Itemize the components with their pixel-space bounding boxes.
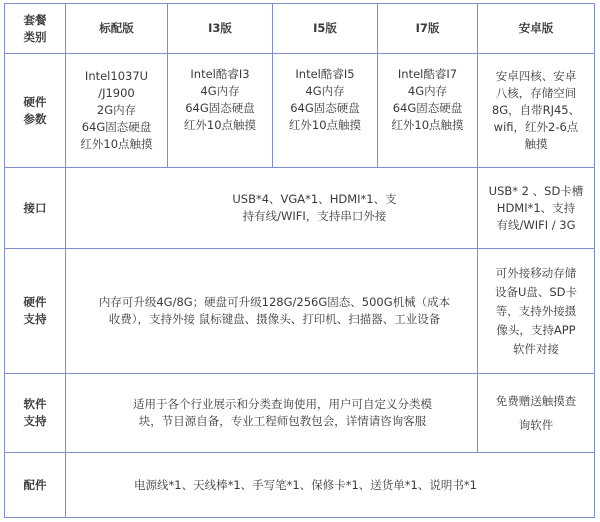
spec-line: 电源线*1、天线棒*1、手写笔*1、保修卡*1、送货单*1、说明书*1 — [134, 477, 477, 492]
spec-line: 红外10点触摸 — [391, 118, 464, 132]
spec-line: 询软件 — [518, 418, 554, 432]
spec-line: wifi，红外2-6点 — [493, 120, 579, 134]
row-label-line: 软件 — [23, 397, 47, 411]
spec-line: 八核，存储空间 — [495, 86, 577, 100]
cell-windows-hardware-support — [66, 249, 478, 374]
spec-line: 收费），支持外接 鼠标键盘、摄像头、打印机、扫描器、工业设备 — [108, 312, 441, 326]
cell-i3-hardware — [168, 54, 273, 168]
corner-header-package-type — [5, 4, 66, 54]
cell-accessories — [66, 453, 595, 518]
spec-line: USB* 2 、SD卡槽 — [488, 183, 584, 198]
spec-line: 设备U盘、SD卡 — [494, 284, 578, 299]
spec-line: /J1900 — [98, 86, 135, 100]
row-label-line: 支持 — [23, 414, 47, 428]
cell-windows-interfaces — [66, 168, 478, 249]
spec-line: 内存可升级4G/8G；硬盘可升级128G/256G固态、500G机械（成本 — [98, 295, 451, 309]
spec-line: HDMI*1、支持 — [496, 200, 576, 215]
spec-line: 块，节目源自备，专业工程师包教包会，详情请咨询客服 — [138, 414, 427, 428]
row-hardware-params — [5, 54, 595, 168]
row-label-line: 参数 — [23, 111, 47, 126]
spec-line: 像头，支持APP — [496, 322, 576, 337]
row-hardware-support — [5, 249, 595, 374]
spec-line: 红外10点触摸 — [288, 118, 362, 132]
cell-android-software-support — [478, 374, 595, 453]
column-header-i3: I3版 — [168, 4, 273, 54]
column-header-i7: I7版 — [378, 4, 478, 54]
spec-line: 2G内存 — [96, 103, 137, 117]
spec-line: Intel酷睿I7 — [397, 67, 458, 81]
row-header-interfaces — [5, 168, 66, 249]
column-header-android: 安卓版 — [478, 4, 595, 54]
spec-line: 64G固态硬盘 — [290, 101, 360, 115]
header-row — [5, 4, 595, 54]
cell-android-hardware — [478, 54, 595, 168]
cell-i7-hardware — [378, 54, 478, 168]
column-header-i5: I5版 — [273, 4, 378, 54]
spec-line: Intel酷睿I5 — [295, 67, 355, 81]
spec-line: 4G内存 — [200, 84, 240, 98]
row-label-line: 接口 — [23, 200, 47, 215]
row-label-line: 配件 — [23, 477, 47, 492]
row-header-software-support — [5, 374, 66, 453]
cell-android-interfaces — [478, 168, 595, 249]
row-header-hardware-params — [5, 54, 66, 168]
column-header-standard: 标配版 — [66, 4, 168, 54]
row-label-line: 硬件 — [23, 94, 47, 109]
row-interfaces — [5, 168, 595, 249]
spec-line: 8G，自带RJ45、 — [491, 103, 581, 117]
spec-line: Intel酷睿I3 — [190, 67, 250, 81]
row-header-accessories — [5, 453, 66, 518]
row-label-line: 支持 — [23, 312, 47, 326]
spec-line: 64G固态硬盘 — [392, 101, 463, 115]
cell-android-hardware-support — [478, 249, 595, 374]
spec-line: 红外10点触摸 — [80, 137, 153, 151]
spec-line: 持有线/WIFI，支持串口外接 — [242, 209, 387, 223]
spec-line: 64G固态硬盘 — [185, 101, 255, 115]
spec-line: 软件对接 — [513, 341, 559, 356]
spec-line: 64G固态硬盘 — [81, 120, 152, 134]
spec-line: 可外接移动存储 — [495, 265, 577, 280]
spec-line: 等，支持外接摄 — [495, 303, 577, 318]
corner-line-1: 套餐 — [23, 12, 47, 27]
corner-line-2: 类别 — [23, 29, 47, 44]
spec-line: 有线/WIFI / 3G — [496, 217, 576, 232]
row-accessories — [5, 453, 595, 518]
cell-windows-software-support — [66, 374, 478, 453]
spec-line: 安卓四核、安卓 — [495, 69, 577, 83]
row-label-line: 硬件 — [23, 295, 47, 309]
spec-line: Intel1037U — [84, 69, 149, 83]
row-header-hardware-support — [5, 249, 66, 374]
spec-line: 触摸 — [524, 137, 548, 151]
spec-line: 适用于各个行业展示和分类查询使用，用户可自定义分类模 — [133, 397, 432, 411]
cell-i5-hardware — [273, 54, 378, 168]
cell-standard-hardware — [66, 54, 168, 168]
row-software-support — [5, 374, 595, 453]
spec-line: USB*4、VGA*1、HDMI*1、支 — [232, 192, 397, 206]
spec-line: 红外10点触摸 — [183, 118, 257, 132]
spec-line: 4G内存 — [305, 84, 345, 98]
spec-line: 免费赠送触摸查 — [495, 394, 577, 408]
spec-line: 4G内存 — [407, 84, 448, 98]
package-spec-table — [4, 3, 595, 518]
